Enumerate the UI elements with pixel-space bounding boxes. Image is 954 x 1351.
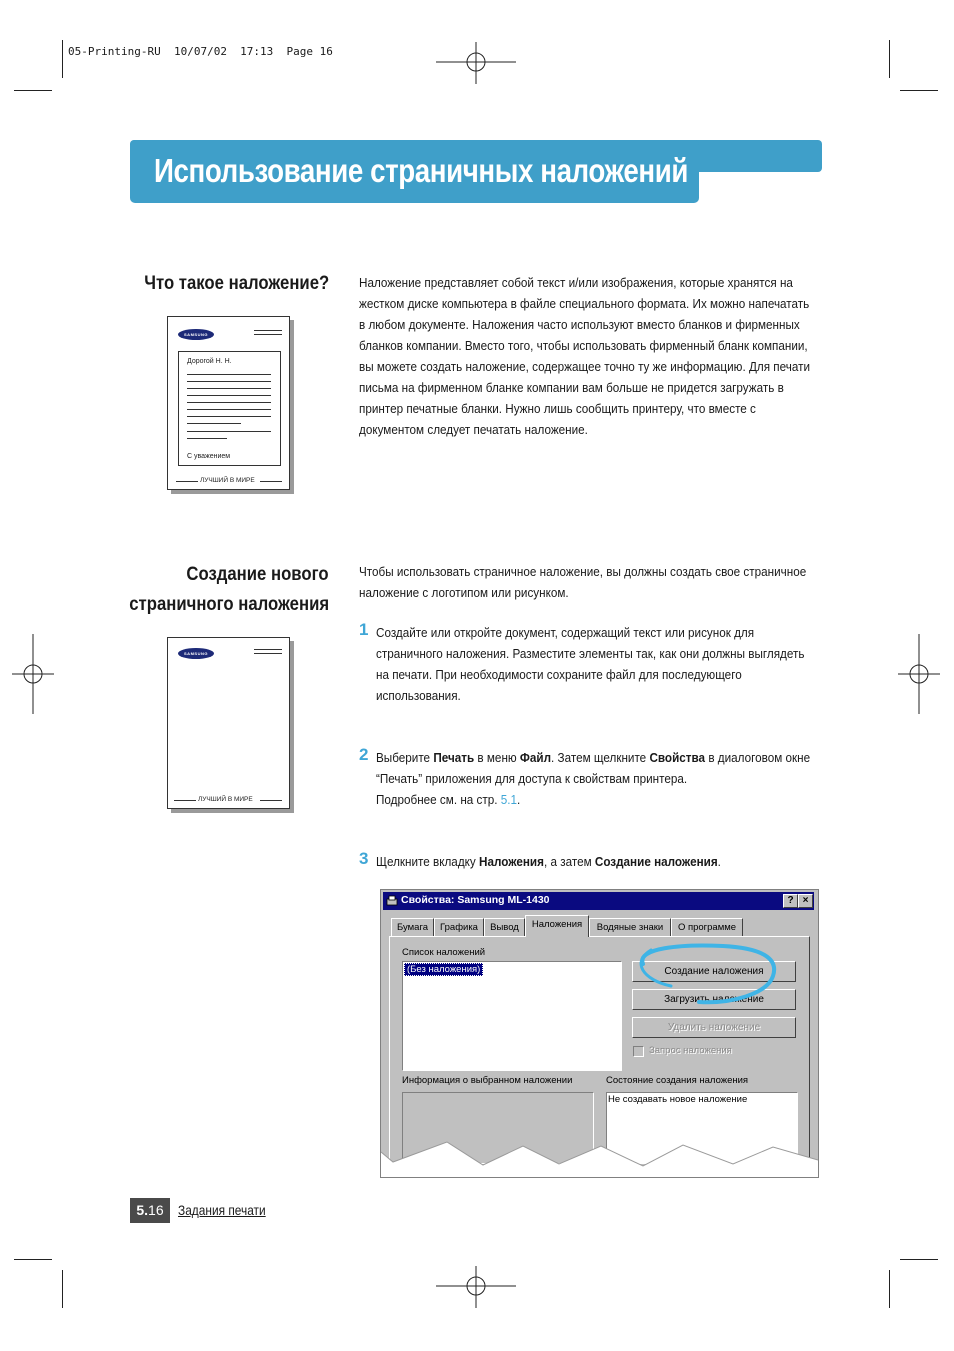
section2-heading-line2: страничного наложения [129,594,329,615]
dialog-title: Свойства: Samsung ML-1430 [401,894,550,906]
tab-paper[interactable]: Бумага [391,918,434,936]
step-number-3: 3 [359,849,369,868]
load-overlay-button[interactable]: Загрузить наложение [632,989,796,1010]
tab-overlays[interactable]: Наложения [525,915,589,937]
para-line: Чтобы использовать страничное наложение, вы должны создать свое страничное [359,564,807,579]
tab-graphics[interactable]: Графика [434,918,484,936]
letter-body-frame [178,351,281,466]
request-overlay-label: Запрос наложения [649,1045,732,1056]
list-item[interactable]: (Без наложения) [404,963,483,976]
registration-mark-left [12,634,54,714]
step-number-1: 1 [359,620,369,639]
step-number-2: 2 [359,745,369,764]
overlay-status-value: Не создавать новое наложение [608,1094,748,1105]
samsung-logo: SAMSUNG [178,329,214,340]
printer-properties-dialog [380,889,819,1178]
step3-text: Щелкните вкладку Наложения, а затем Создание наложения. [376,854,721,869]
slogan: ЛУЧШИЙ В МИРЕ [198,796,253,803]
menu-print: Печать [433,750,475,765]
letter-greeting: Дорогой Н. Н. [187,358,232,365]
overlay-thumbnail [167,637,290,809]
para-line: на печати. При необходимости сохраните файл для последующего [376,667,742,682]
overlay-list-label: Список наложений [402,947,486,958]
para-line: страничного наложения. Разместите элементы так, как они должны выглядеть [376,646,805,661]
letter-closing: С уважением [187,453,231,460]
section1-heading: Что такое наложение? [144,273,329,294]
overlay-info-label: Информация о выбранном наложении [402,1075,573,1086]
registration-mark-bottom [436,1266,516,1308]
para-line: жестком диске компьютера в файле специального формата. Их можно напечатать [359,296,810,311]
section1-paragraph [359,272,818,440]
para-line: в любом документе. Наложения часто используют вместо бланков и фирменных [359,317,800,332]
samsung-logo: SAMSUNG [178,648,214,659]
tab-output[interactable]: Вывод [484,918,525,936]
para-line: Наложение представляет собой текст и/или изображения, которые хранятся на [359,275,793,290]
registration-mark-top [436,42,516,84]
para-line: использования. [376,688,461,703]
para-line: вы можете создать наложение, содержащее точно ту же информацию. Для печати [359,359,810,374]
page-number-badge: 5.16 [130,1198,170,1223]
step1-text [376,622,822,706]
para-line: письма на фирменном бланке компании вам больше не придется загружать в [359,380,784,395]
help-button[interactable]: ? [783,894,798,908]
delete-overlay-button[interactable]: Удалить наложение [632,1017,796,1038]
section2-heading-line1: Создание нового [186,564,329,585]
close-button[interactable]: × [798,894,813,908]
highlight-circle [381,890,818,1177]
chapter-title: Задания печати [178,1202,266,1218]
para-line: “Печать” приложения для доступа к свойствам принтера. [376,771,688,786]
print-header: 05-Printing-RU 10/07/02 17:13 Page 16 [68,45,333,58]
para-line: наложение с логотипом или рисунком. [359,585,569,600]
menu-file: Файл [519,750,552,765]
step2-text: Выберите Печать в меню Файл. Затем щелкните Свойства в диалоговом окне “Печать” приложения для доступа к свойствам принтера. Подробнее см. на стр. 5.1. [376,747,826,810]
overlays-tab-term: Наложения [478,854,544,869]
tab-about[interactable]: О программе [671,918,743,936]
letterhead-thumbnail [167,316,290,490]
para-line: бланков компании. Вместо того, чтобы использовать фирменный бланк компании, [359,338,808,353]
page-title: Использование страничных наложений [154,152,688,189]
properties-term: Свойства [649,750,706,765]
section2-intro [359,561,818,603]
tab-watermarks[interactable]: Водяные знаки [589,918,671,936]
create-overlay-button[interactable]: Создание наложения [632,961,796,982]
slogan: ЛУЧШИЙ В МИРЕ [200,477,255,484]
para-line: принтер печатные бланки. Нужно лишь сообщить принтеру, что вместе с [359,401,756,416]
page-link[interactable]: 5.1 [500,792,518,807]
create-overlay-term: Создание наложения [594,854,718,869]
para-line: документом следует печатать наложение. [359,422,588,437]
registration-mark-right [898,634,940,714]
overlay-status-label: Состояние создания наложения [606,1075,749,1086]
para-line: Создайте или откройте документ, содержащий текст или рисунок для [376,625,755,640]
